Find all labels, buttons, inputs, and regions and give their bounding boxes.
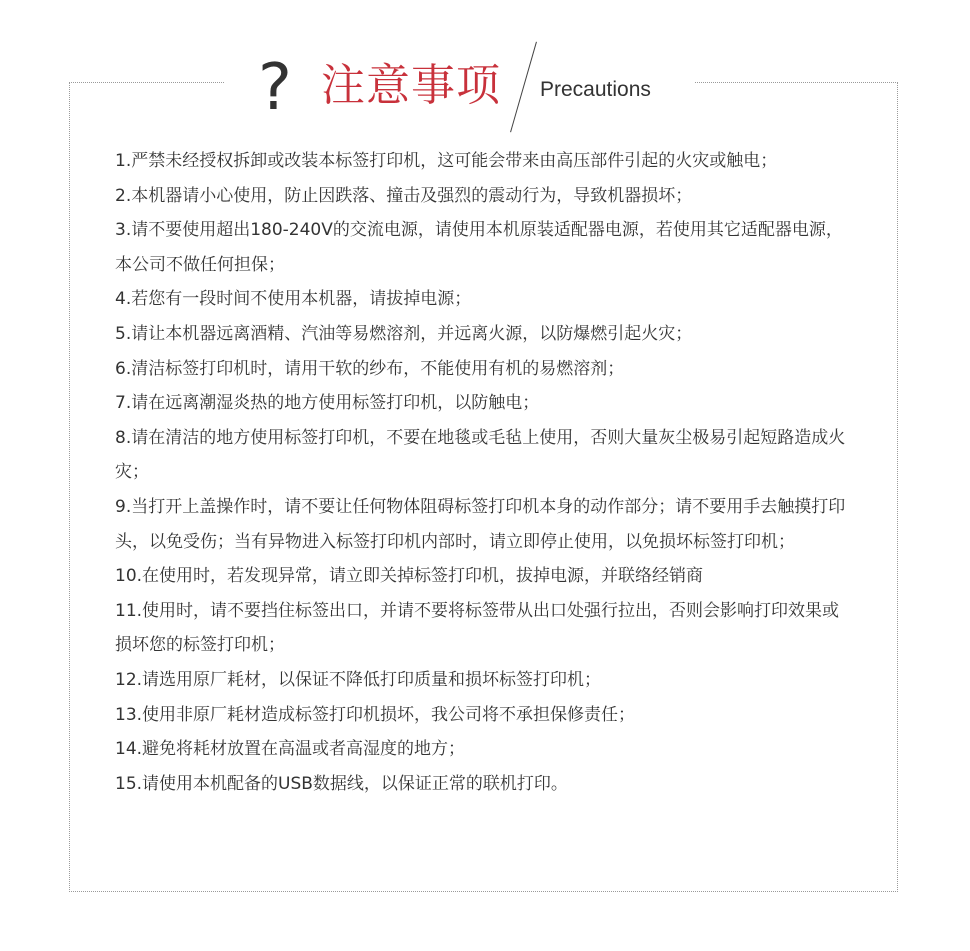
precaution-item-9: 9.当打开上盖操作时，请不要让任何物体阻碍标签打印机本身的动作部分；请不要用手去触摸打印头，以免受伤；当有异物进入标签打印机内部时，请立即停止使用，以免损坏标签打印机；: [115, 496, 846, 552]
precaution-item-6: 6.清洁标签打印机时，请用干软的纱布，不能使用有机的易燃溶剂；: [115, 358, 625, 379]
precaution-item-3: 3.请不要使用超出180-240V的交流电源，请使用本机原装适配器电源，若使用其它适配器电源，本公司不做任何担保；: [115, 220, 843, 275]
precaution-item-15: 15.请使用本机配备的USB数据线，以保证正常的联机打印。: [115, 773, 568, 794]
precaution-item-2: 2.本机器请小心使用，防止因跌落、撞击及强烈的震动行为，导致机器损坏；: [115, 185, 693, 206]
precaution-item-7: 7.请在远离潮湿炎热的地方使用标签打印机，以防触电；: [115, 393, 540, 414]
precaution-item-8: 8.请在清洁的地方使用标签打印机，不要在地毯或毛毡上使用，否则大量灰尘极易引起短路造成火灾；: [115, 427, 846, 483]
title-divider: [510, 42, 537, 133]
precaution-item-14: 14.避免将耗材放置在高温或者高湿度的地方；: [115, 739, 466, 760]
precaution-item-10: 10.在使用时，若发现异常，请立即关掉标签打印机，拔掉电源，并联络经销商: [115, 566, 704, 587]
precaution-item-13: 13.使用非原厂耗材造成标签打印机损坏，我公司将不承担保修责任；: [115, 704, 636, 725]
precaution-item-11: 11.使用时，请不要挡住标签出口，并请不要将标签带从出口处强行拉出，否则会影响打印效果或损坏您的标签打印机；: [115, 600, 840, 656]
precautions-list: [115, 144, 855, 801]
section-header: [225, 40, 695, 135]
precaution-item-12: 12.请选用原厂耗材，以保证不降低打印质量和损坏标签打印机；: [115, 669, 602, 690]
precaution-item-1: 1.严禁未经授权拆卸或改装本标签打印机，这可能会带来由高压部件引起的火灾或触电；: [115, 151, 778, 171]
precaution-item-4: 4.若您有一段时间不使用本机器，请拔掉电源；: [115, 289, 472, 310]
precaution-item-5: 5.请让本机器远离酒精、汽油等易燃溶剂，并远离火源，以防爆燃引起火灾；: [115, 323, 693, 344]
title-chinese: 注意事项: [321, 60, 501, 111]
question-mark-icon: ?: [258, 51, 292, 125]
title-english: Precautions: [540, 78, 651, 101]
